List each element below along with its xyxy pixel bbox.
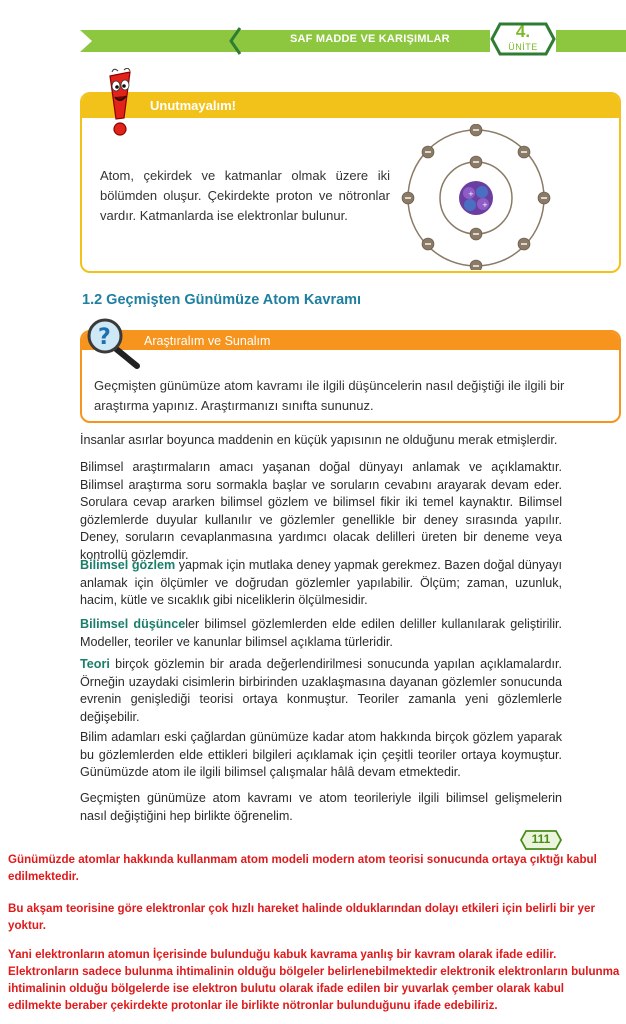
chapter-title: SAF MADDE VE KARIŞIMLAR bbox=[290, 33, 450, 45]
paragraph-2: Bilimsel araştırmaların amacı yaşanan doğal dünyayı anlamak ve açıklamaktır. Bilimsel araştırma soru sormakla başlar ve soruların cevabını arayarak devam eder. Sorulara cevap ararken bilimsel gözlem ve bilimsel fikir iki temel kaynaktır. Bilimsel gözlemlerde duyular kullanılır ve gözlemler genellikle bir deney sırasında yapılır. Deney, soruların cevaplanmasına yardımcı olacak delilleri üreten bir deneme veya kontrollü gözlemdir. bbox=[80, 460, 562, 562]
remember-box-title: Unutmayalım! bbox=[150, 98, 236, 113]
paragraph-4-text: ler bilimsel gözlemlerden elde edilen deliller kullanılarak geliştirilir. Modeller, teoriler ve kanunlar bilimsel açıklama türleridir. bbox=[80, 617, 562, 649]
paragraph-7: Geçmişten günümüze atom kavramı ve atom teorileriyle ilgili bilimsel gelişmelerin nasıl değiştiğini hep birlikte öğrenelim. bbox=[80, 791, 562, 823]
svg-text:+: + bbox=[468, 190, 474, 198]
header-band-notch bbox=[80, 30, 92, 52]
exclamation-mascot-icon bbox=[100, 68, 140, 138]
research-box-text: Geçmişten günümüze atom kavramı ile ilgili düşüncelerin nasıl değiştiği ile ilgili bir araştırma yapınız. Araştırmanızı sınıfta sununuz. bbox=[94, 378, 565, 413]
question-magnifier-icon bbox=[85, 318, 145, 370]
svg-text:+: + bbox=[482, 201, 488, 209]
paragraph-3 bbox=[80, 557, 562, 610]
chevron-left-icon bbox=[228, 26, 242, 56]
research-box-title: Araştıralım ve Sunalım bbox=[144, 334, 271, 348]
note-2: Bu akşam teorisine göre elektronlar çok hızlı hareket halinde olduklarından dolayı etkileri için belirli bir yer yoktur. bbox=[8, 902, 595, 932]
keyword-observation: Bilimsel gözlem bbox=[80, 558, 176, 572]
keyword-thought: Bilimsel düşünce bbox=[80, 617, 186, 631]
unit-label: ÜNİTE bbox=[508, 42, 538, 52]
paragraph-4 bbox=[80, 616, 562, 651]
note-3: Yani elektronların atomun İçerisinde bulunduğu kabuk kavrama yanlış bir kavram olarak ifade edilir. Elektronların sadece bulunma ihtimalinin olduğu bölgeler belirlenebilmektedir elektronik elektronların bulunma ihtimalinin olduğu bölgelerde ise elektron bulutu olarak ifade edilen bir yuvarlak çember olarak kabul edilmekte beraber çekirdekte protonlar ile birlikte nötronlar bulunduğunu ifade edebiliriz. bbox=[8, 948, 620, 1012]
svg-text:?: ? bbox=[98, 325, 111, 350]
paragraph-6: Bilim adamları eski çağlardan günümüze kadar atom hakkında birçok gözlem yaparak bu gözlemlerden elde ettikleri bilgileri açıklamak için çeşitli teoriler ortaya koymuştur. Günümüzde atom ile ilgili bilimsel çalışmalar hâlâ devam etmektedir. bbox=[80, 730, 562, 779]
paragraph-3-text: yapmak için mutlaka deney yapmak gerekmez. Bazen doğal dünyayı anlamak için ölçümler ve doğrudan gözlemler yapılabilir. Ölçüm; zaman, uzunluk, hacim, kütle ve sıcaklık gibi niceliklerin ölçülmesidir. bbox=[80, 558, 562, 607]
note-1: Günümüzde atomlar hakkında kullanmam atom modeli modern atom teorisi sonucunda ortaya çıktığı kabul edilmektedir. bbox=[8, 853, 597, 883]
atom-model-icon bbox=[398, 124, 556, 270]
paragraph-1: İnsanlar asırlar boyunca maddenin en küçük yapısının ne olduğunu merak etmişlerdir. bbox=[80, 433, 558, 447]
unit-number: 4. bbox=[515, 22, 531, 41]
page-number: 111 bbox=[531, 832, 551, 846]
keyword-theory: Teori bbox=[80, 657, 110, 671]
remember-box-text: Atom, çekirdek ve katmanlar olmak üzere iki bölümden oluşur. Çekirdekte proton ve nötronlar vardır. Katmanlarda ise elektronlar bulunur. bbox=[100, 168, 390, 223]
paragraph-5-text: birçok gözlemin bir arada değerlendirilmesi sonucunda yapılan açıklamalardır. Örneğin uzaydaki cisimlerin birbirinden uzaklaşmasına dayanan gözlemler sonucunda evrenin genişlediği teorisi ortaya konmuştur. Teoriler zamanla yeni gözlemlerle değişebilir. bbox=[80, 657, 562, 724]
paragraph-5 bbox=[80, 656, 562, 726]
section-title: 1.2 Geçmişten Günümüze Atom Kavramı bbox=[82, 292, 362, 308]
